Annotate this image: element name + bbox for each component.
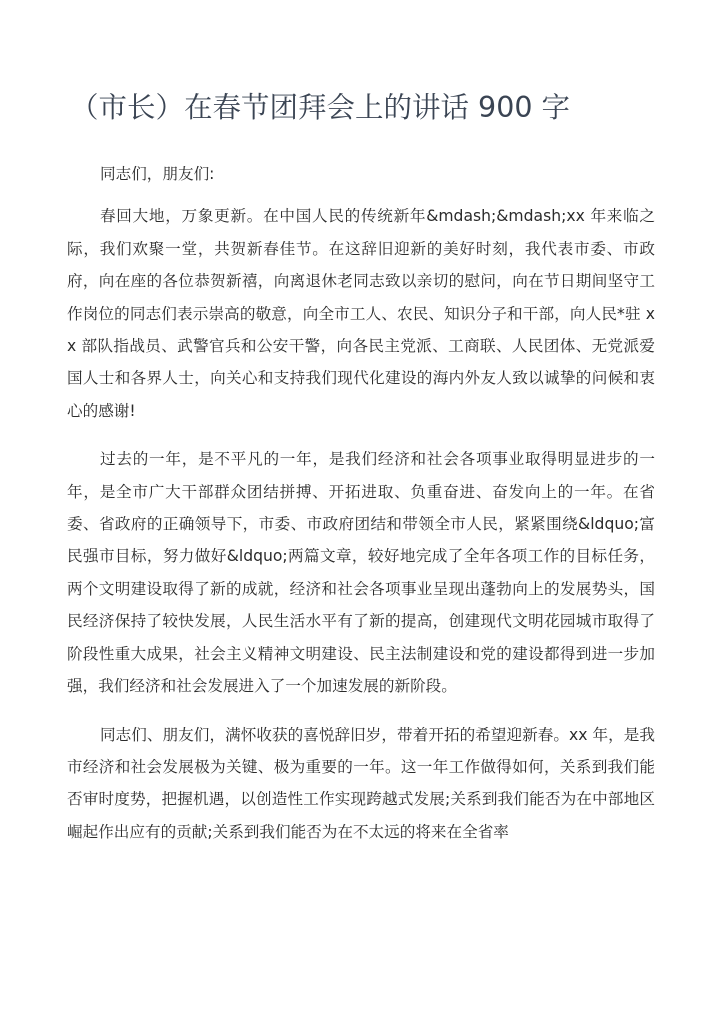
document-title: （市长）在春节团拜会上的讲话 900 字 — [70, 91, 571, 124]
greeting-paragraph: 春回大地，万象更新。在中国人民的传统新年&mdash;&mdash;xx 年来临之际，我们欢聚一堂，共贺新春佳节。在这辞旧迎新的美好时刻，我代表市委、市政府，向在座的各位恭贺新禧，向离退休老同志致以亲切的慰问，向在节日期间坚守工作岗位的同志们表示崇高的敬意，向全市工人、农民、知识分子和干部，向人民*驻 xx 部队指战员、武警官兵和公安干警，向各民主党派、工商联、人民团体、无党派爱国人士和各界人士，向关心和支持我们现代化建设的海内外友人致以诚挚的问候和衷心的感谢! — [67, 207, 655, 420]
document-body — [67, 158, 655, 864]
salutation-paragraph: 同志们，朋友们: — [100, 165, 215, 183]
review-paragraph: 过去的一年，是不平凡的一年，是我们经济和社会各项事业取得明显进步的一年，是全市广大干部群众团结拼搏、开拓进取、负重奋进、奋发向上的一年。在省委、省政府的正确领导下，市委、市政府团结和带领全市人民，紧紧围绕&ldquo;富民强市目标，努力做好&ldquo;两篇文章，较好地完成了全年各项工作的目标任务，两个文明建设取得了新的成就，经济和社会各项事业呈现出蓬勃向上的发展势头，国民经济保持了较快发展，人民生活水平有了新的提高，创建现代文明花园城市取得了阶段性重大成果，社会主义精神文明建设、民主法制建设和党的建设都得到进一步加强，我们经济和社会发展进入了一个加速发展的新阶段。 — [67, 450, 655, 696]
outlook-paragraph: 同志们、朋友们，满怀收获的喜悦辞旧岁，带着开拓的希望迎新春。xx 年，是我市经济和社会发展极为关键、极为重要的一年。这一年工作做得如何，关系到我们能否审时度势，把握机遇，以创造性工作实现跨越式发展;关系到我们能否为在中部地区崛起作出应有的贡献;关系到我们能否为在不太远的将来在全省率 — [67, 725, 655, 841]
